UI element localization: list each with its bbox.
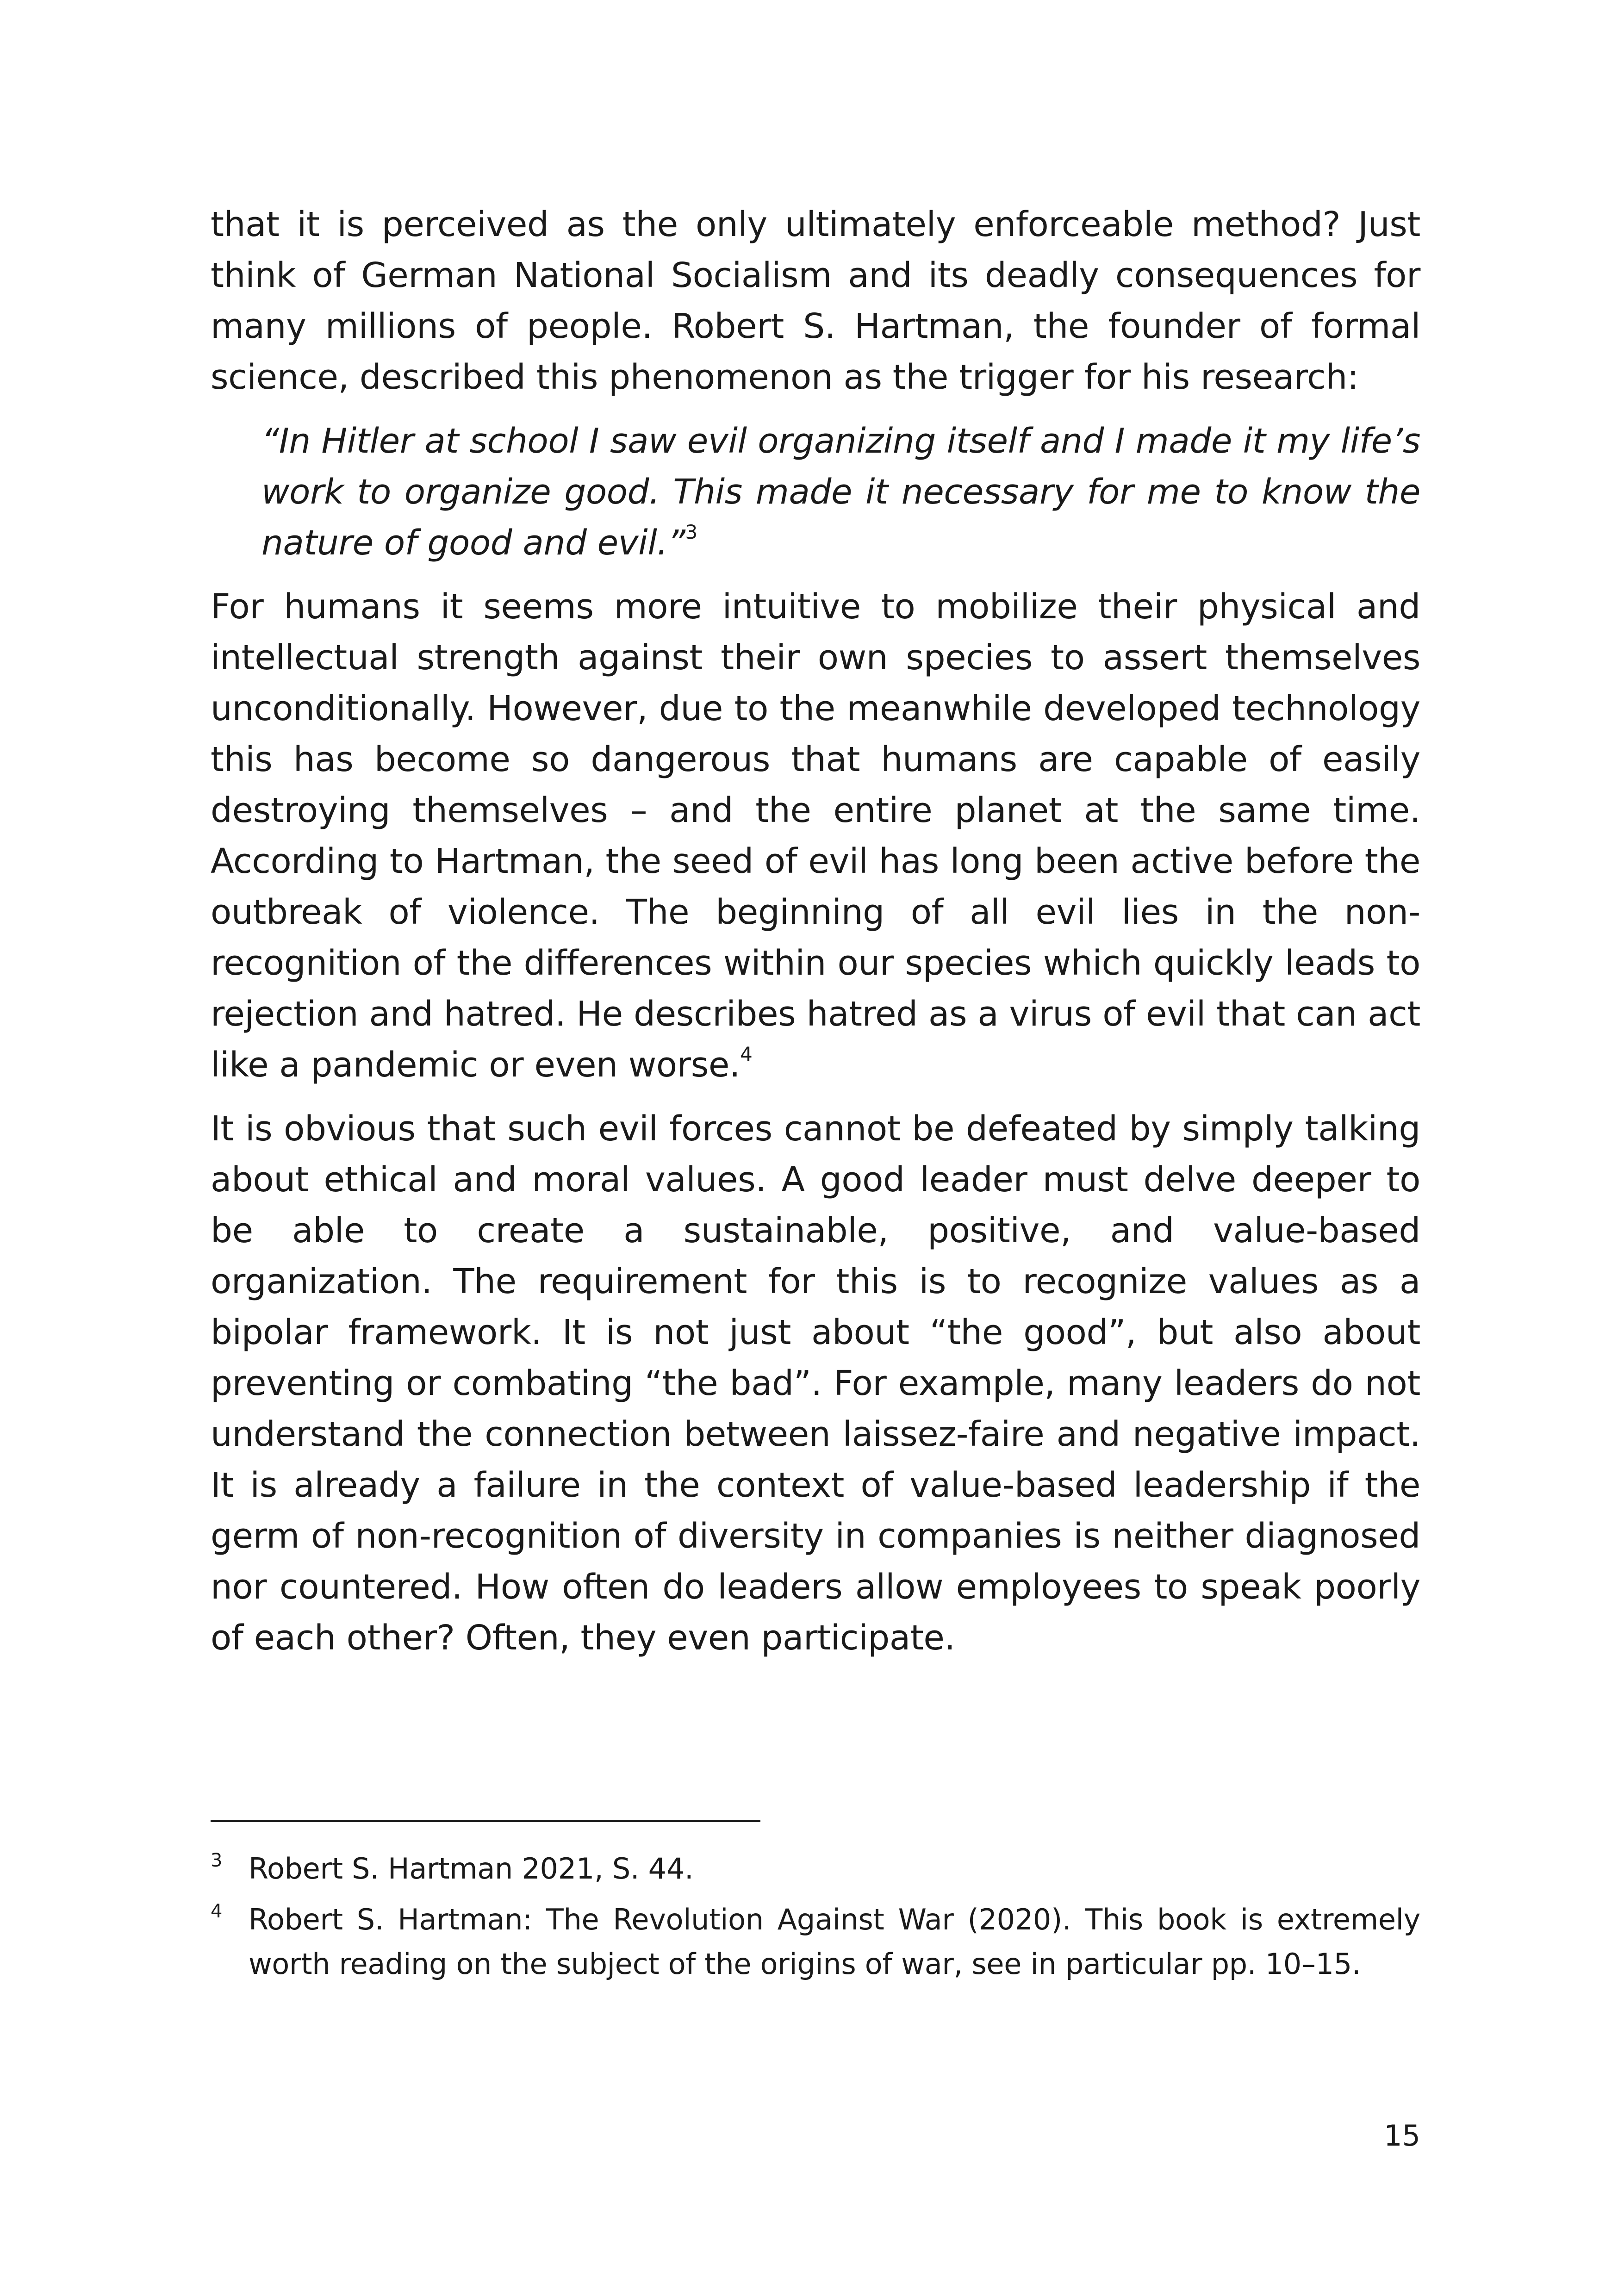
footnote-number: 4 bbox=[211, 1901, 223, 1922]
footnotes bbox=[211, 1847, 1420, 1993]
quote-text: “In Hitler at school I saw evil organizing itself and I made it my life’s work to organize good. This made it necessary for me to know the nature of good and evil.” bbox=[261, 421, 1420, 563]
footnote-number: 3 bbox=[211, 1850, 223, 1871]
footnote-text: Robert S. Hartman 2021, S. 44. bbox=[249, 1852, 694, 1885]
paragraph-3 bbox=[211, 1103, 1420, 1663]
paragraph-2 bbox=[211, 581, 1420, 1090]
page-number: 15 bbox=[1384, 2119, 1420, 2153]
main-text bbox=[211, 199, 1420, 1676]
paragraph-1 bbox=[211, 199, 1420, 403]
footnote-3 bbox=[211, 1847, 1420, 1891]
paragraph-1-text: that it is perceived as the only ultimately enforceable method? Just think of German National Socialism and its deadly consequences for many millions of people. Robert S. Hartman, the founder of formal science, described this phenomenon as the trigger for his research: bbox=[211, 205, 1420, 397]
footnote-ref-4[interactable]: 4 bbox=[740, 1043, 753, 1066]
footnote-divider bbox=[211, 1820, 760, 1822]
footnote-ref-3[interactable]: 3 bbox=[685, 521, 697, 544]
block-quote bbox=[211, 416, 1420, 568]
paragraph-2-text: For humans it seems more intuitive to mobilize their physical and intellectual strength against their own species to assert themselves unconditionally. However, due to the meanwhile developed technology this has become so dangerous that humans are capable of easily destroying themselves – and the entire planet at the same time. According to Hartman, the seed of evil has long been active before the outbreak of violence. The beginning of all evil lies in the non-recognition of the differences within our species which quickly leads to rejection and hatred. He describes hatred as a virus of evil that can act like a pandemic or even worse. bbox=[211, 587, 1420, 1085]
paragraph-3-text: It is obvious that such evil forces cannot be defeated by simply talking about ethical and moral values. A good leader must delve deeper to be able to create a sustainable, positive, and value-based organization. The requirement for this is to recognize values as a bipolar framework. It is not just about “the good”, but also about preventing or combating “the bad”. For example, many leaders do not understand the connection between laissez-faire and negative impact. It is already a failure in the context of value-based leadership if the germ of non-recognition of diversity in companies is neither diagnosed nor countered. How often do leaders allow employees to speak poorly of each other? Often, they even participate. bbox=[211, 1109, 1420, 1658]
footnote-4 bbox=[211, 1898, 1420, 1986]
footnote-text: Robert S. Hartman: The Revolution Against War (2020). This book is extremely worth reading on the subject of the origins of war, see in particular pp. 10–15. bbox=[249, 1903, 1420, 1981]
